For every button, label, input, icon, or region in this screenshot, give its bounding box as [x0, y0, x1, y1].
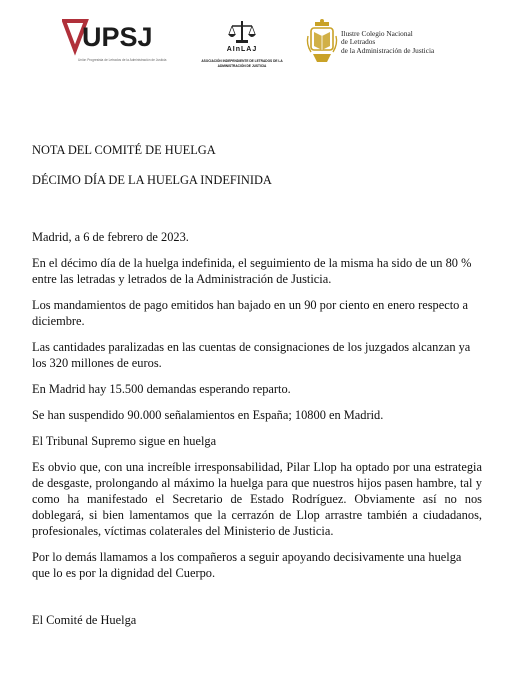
- upsj-name: UPSJ: [82, 22, 153, 52]
- paragraph-attendance: En el décimo día de la huelga indefinida, el seguimiento de la misma ha sido de un 80 % entre las letradas y letrados de la Administración de Justicia.: [32, 256, 472, 286]
- ainlaj-subtitle-line2: ADMINISTRACIÓN DE JUSTICIA: [217, 64, 267, 68]
- ainlaj-logo: [192, 18, 292, 74]
- signature: El Comité de Huelga: [32, 613, 137, 627]
- paragraph-consignments: Las cantidades paralizadas en las cuentas de consignaciones de los juzgados alcanzan ya los 320 millones de euros.: [32, 340, 471, 370]
- document-heading-1: NOTA DEL COMITÉ DE HUELGA: [32, 143, 216, 157]
- colegio-line2: de Letrados: [341, 37, 376, 47]
- colegio-line1: Ilustre Colegio Nacional: [341, 29, 413, 38]
- upsj-subtitle: Unión Progresista de Letrados de la Administración de Justicia: [78, 58, 167, 62]
- colegio-line3: de la Administración de Justicia: [341, 45, 435, 55]
- paragraph-supreme-court: El Tribunal Supremo sigue en huelga: [32, 434, 217, 448]
- paragraph-strategy: Es obvio que, con una increíble irresponsabilidad, Pilar Llop ha optado por una estrategia de desgaste, prolongando al máximo la huelga para que nuestros hijos pasen hambre, tal y como ha manifestado el Secretario de Estado Rodríguez. Obviamente así no nos doblegará, si bien lamentamos que la cerrazón de Llop arrastre también a ciudadanos, profesionales, víctimas colaterales del Ministerio de Justicia.: [32, 460, 482, 538]
- colegio-crest-icon: [305, 18, 339, 66]
- paragraph-call-to-action: Por lo demás llamamos a los compañeros a seguir apoyando decisivamente una huelga que lo es por la dignidad del Cuerpo.: [32, 550, 462, 580]
- document-heading-2: DÉCIMO DÍA DE LA HUELGA INDEFINIDA: [32, 173, 272, 187]
- colegio-name: [341, 30, 434, 55]
- upsj-logo: [62, 18, 167, 68]
- date-line: Madrid, a 6 de febrero de 2023.: [32, 230, 189, 244]
- ainlaj-subtitle-line1: ASOCIACIÓN INDEPENDIENTE DE LETRADOS DE LA: [201, 59, 283, 63]
- scales-of-justice-icon: [192, 18, 292, 46]
- letterhead: [0, 0, 516, 90]
- paragraph-madrid-claims: En Madrid hay 15.500 demandas esperando reparto.: [32, 382, 291, 396]
- paragraph-payments: Los mandamientos de pago emitidos han bajado en un 90 por ciento en enero respecto a diciembre.: [32, 298, 468, 328]
- document-body: [32, 142, 482, 628]
- ainlaj-name: AInLAJ: [226, 46, 258, 53]
- paragraph-hearings: Se han suspendido 90.000 señalamientos en España; 10800 en Madrid.: [32, 408, 384, 422]
- colegio-logo: [305, 18, 455, 68]
